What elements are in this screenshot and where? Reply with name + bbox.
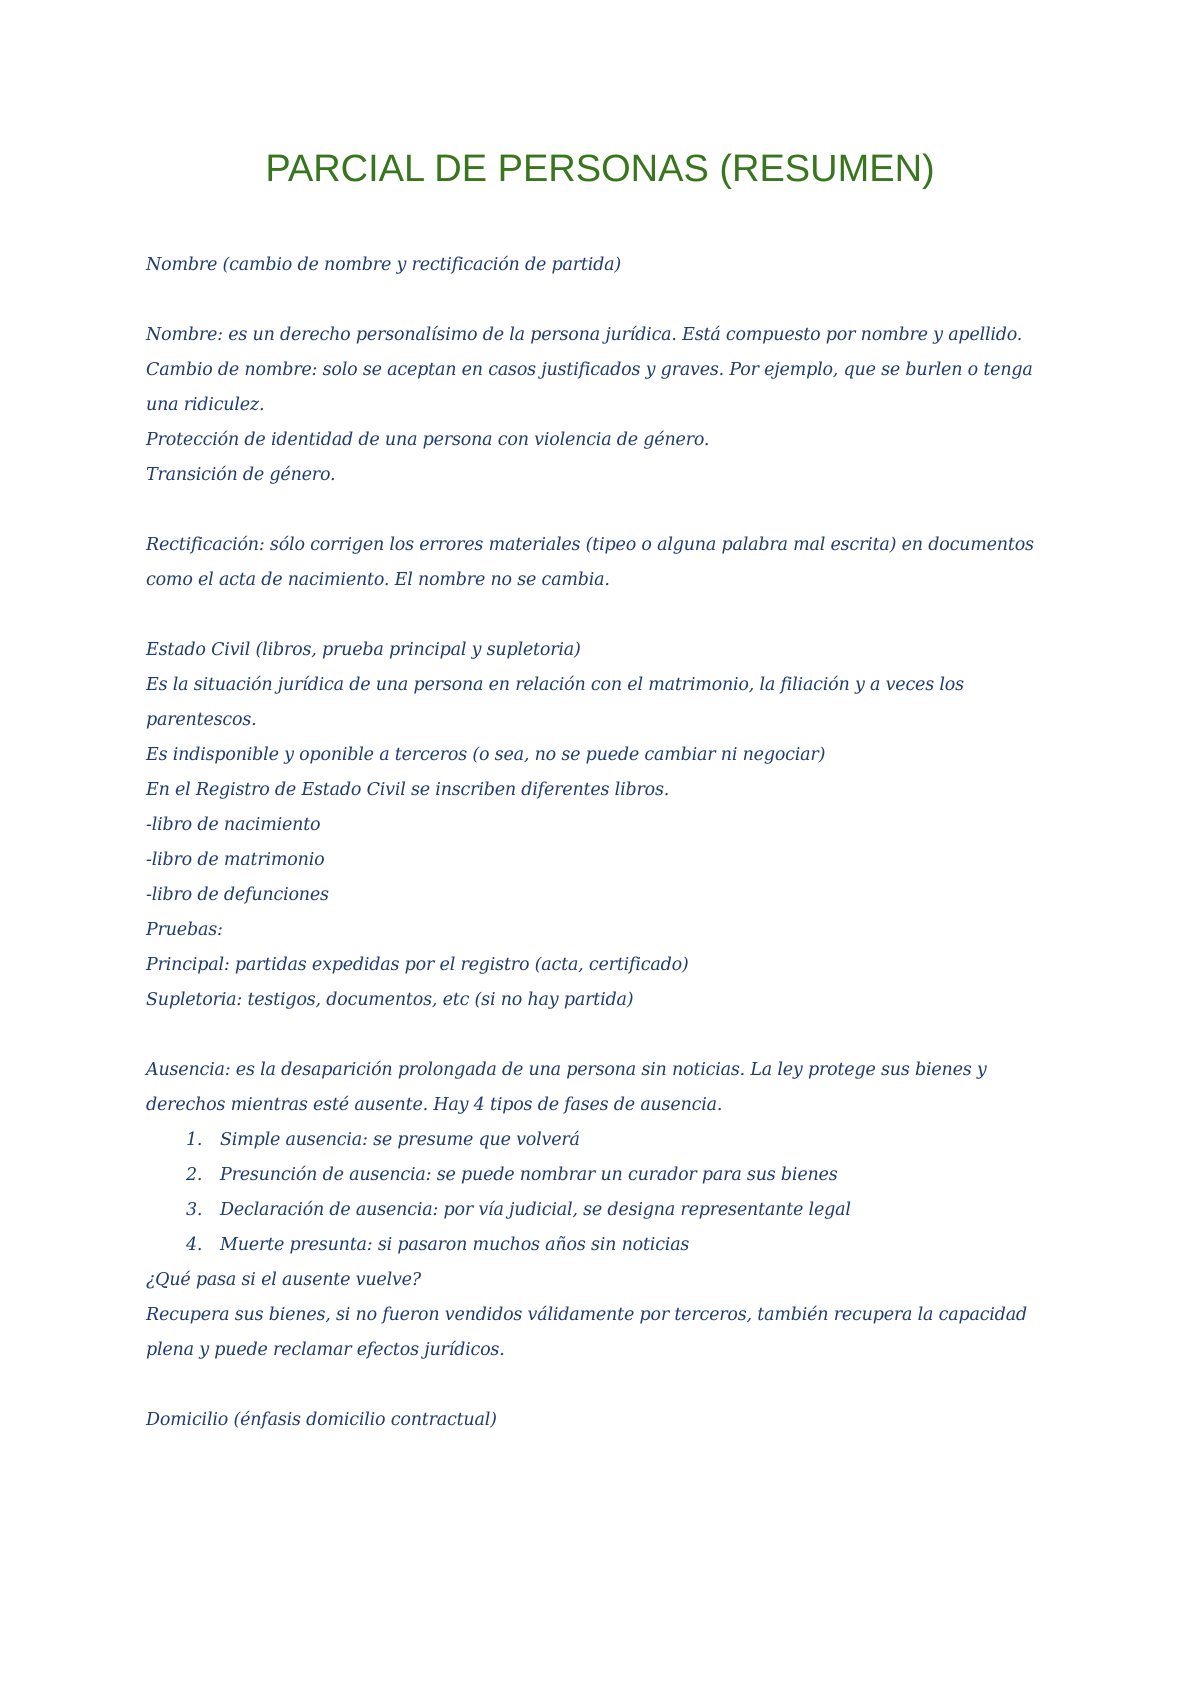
paragraph-line: una ridiculez. — [146, 395, 265, 415]
ordered-list-item — [146, 1230, 1066, 1260]
ordered-list-item — [146, 1125, 1066, 1155]
section-heading-estado-civil: Estado Civil (libros, prueba principal y supletoria) — [146, 640, 581, 660]
list-number: 2. — [186, 1165, 203, 1185]
paragraph-line: Transición de género. — [146, 465, 336, 485]
paragraph-line: Principal: partidas expedidas por el registro (acta, certificado) — [146, 955, 689, 975]
paragraph-line: Es indisponible y oponible a terceros (o sea, no se puede cambiar ni negociar) — [146, 745, 826, 765]
paragraph-line: Supletoria: testigos, documentos, etc (si no hay partida) — [146, 990, 634, 1010]
list-text: Simple ausencia: se presume que volverá — [220, 1130, 580, 1150]
paragraph-line: Es la situación jurídica de una persona en relación con el matrimonio, la filiación y a veces los — [146, 675, 964, 695]
list-number: 4. — [186, 1235, 203, 1255]
list-item: -libro de matrimonio — [146, 850, 325, 870]
paragraph-line: Protección de identidad de una persona con violencia de género. — [146, 430, 710, 450]
section-heading-ausencia: Ausencia: es la desaparición prolongada de una persona sin noticias. La ley protege sus bienes y — [146, 1060, 987, 1080]
paragraph-line: En el Registro de Estado Civil se inscriben diferentes libros. — [146, 780, 670, 800]
list-item: -libro de nacimiento — [146, 815, 321, 835]
paragraph-line: Pruebas: — [146, 920, 223, 940]
section-heading-domicilio: Domicilio (énfasis domicilio contractual) — [146, 1410, 497, 1430]
question-line: ¿Qué pasa si el ausente vuelve? — [146, 1270, 421, 1290]
list-number: 3. — [186, 1200, 203, 1220]
list-number: 1. — [186, 1130, 203, 1150]
list-text: Muerte presunta: si pasaron muchos años sin noticias — [220, 1235, 690, 1255]
paragraph-line: Rectificación: sólo corrigen los errores materiales (tipeo o alguna palabra mal escrita) en documentos — [146, 535, 1034, 555]
paragraph-line: Recupera sus bienes, si no fueron vendidos válidamente por terceros, también recupera la capacidad — [146, 1305, 1027, 1325]
paragraph-line: como el acta de nacimiento. El nombre no se cambia. — [146, 570, 610, 590]
ordered-list-item — [146, 1195, 1066, 1225]
list-text: Presunción de ausencia: se puede nombrar un curador para sus bienes — [220, 1165, 838, 1185]
section-heading-nombre: Nombre (cambio de nombre y rectificación de partida) — [146, 255, 621, 275]
document-title: PARCIAL DE PERSONAS (RESUMEN) — [265, 148, 935, 190]
paragraph-line: plena y puede reclamar efectos jurídicos. — [146, 1340, 505, 1360]
paragraph-line: Nombre: es un derecho personalísimo de la persona jurídica. Está compuesto por nombre y apellido. — [146, 325, 1023, 345]
list-item: -libro de defunciones — [146, 885, 329, 905]
paragraph-line: Cambio de nombre: solo se aceptan en casos justificados y graves. Por ejemplo, que se burlen o tenga — [146, 360, 1033, 380]
ordered-list-item — [146, 1160, 1066, 1190]
paragraph-line: derechos mientras esté ausente. Hay 4 tipos de fases de ausencia. — [146, 1095, 723, 1115]
paragraph-line: parentescos. — [146, 710, 257, 730]
list-text: Declaración de ausencia: por vía judicial, se designa representante legal — [220, 1200, 851, 1220]
